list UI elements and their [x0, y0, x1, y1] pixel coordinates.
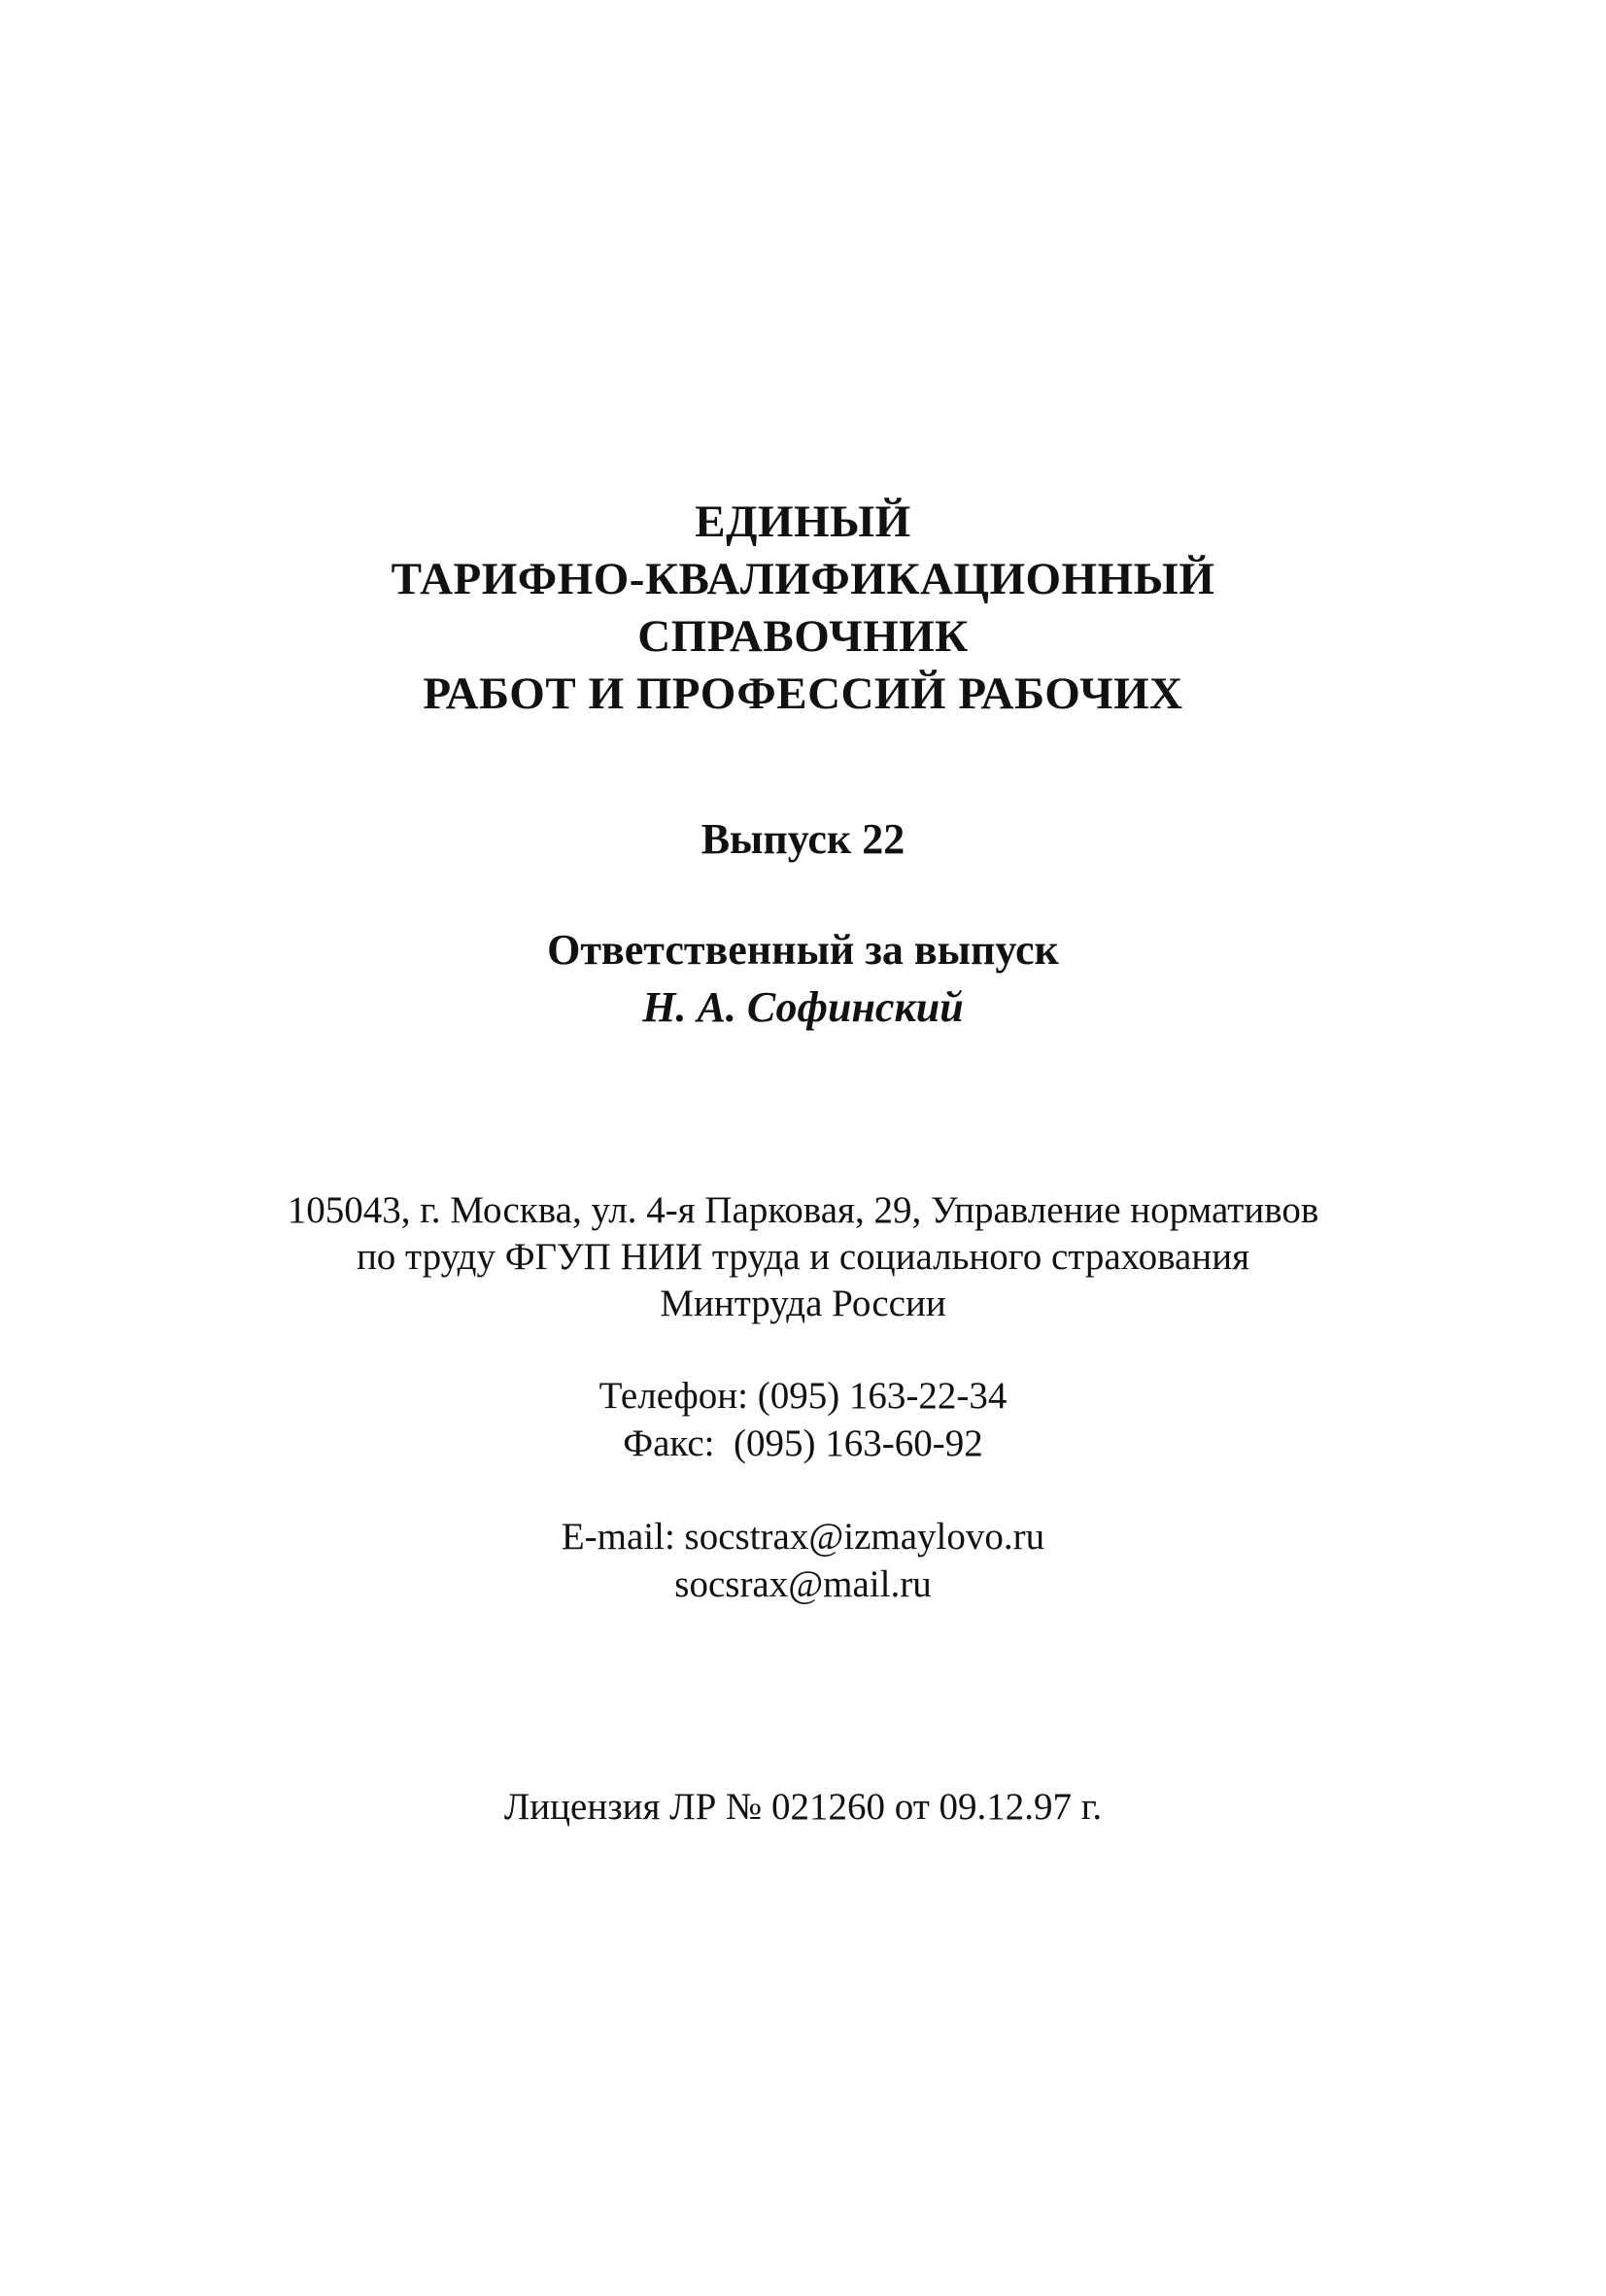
address-line-2: по труду ФГУП НИИ труда и социального страхования — [356, 1236, 1250, 1278]
title-line-4: РАБОТ И ПРОФЕССИЙ РАБОЧИХ — [423, 668, 1183, 719]
document-title — [0, 494, 1606, 723]
contacts-block — [0, 1372, 1606, 1467]
email-line-1: E-mail: socstrax@izmaylovo.ru — [561, 1516, 1045, 1558]
address-line-1: 105043, г. Москва, ул. 4-я Парковая, 29, Управление нормативов — [287, 1189, 1319, 1231]
fax-line: Факс: (095) 163-60-92 — [623, 1422, 983, 1464]
address-line-3: Минтруда России — [660, 1283, 946, 1324]
responsible-block — [0, 921, 1606, 1036]
title-line-1: ЕДИНЫЙ — [695, 497, 911, 547]
address-block — [0, 1187, 1606, 1327]
email-line-2: socsrax@mail.ru — [674, 1563, 932, 1605]
title-line-2: ТАРИФНО-КВАЛИФИКАЦИОННЫЙ — [391, 554, 1215, 604]
title-line-3: СПРАВОЧНИК — [637, 611, 969, 662]
responsible-label: Ответственный за выпуск — [547, 926, 1059, 974]
license-text: Лицензия ЛР № 021260 от 09.12.97 г. — [503, 1786, 1103, 1828]
license-block — [0, 1784, 1606, 1831]
phone-line: Телефон: (095) 163-22-34 — [598, 1375, 1008, 1417]
responsible-person: Н. А. Софинский — [642, 983, 964, 1031]
issue-number — [0, 812, 1606, 867]
issue-text: Выпуск 22 — [700, 815, 906, 863]
email-block — [0, 1513, 1606, 1608]
